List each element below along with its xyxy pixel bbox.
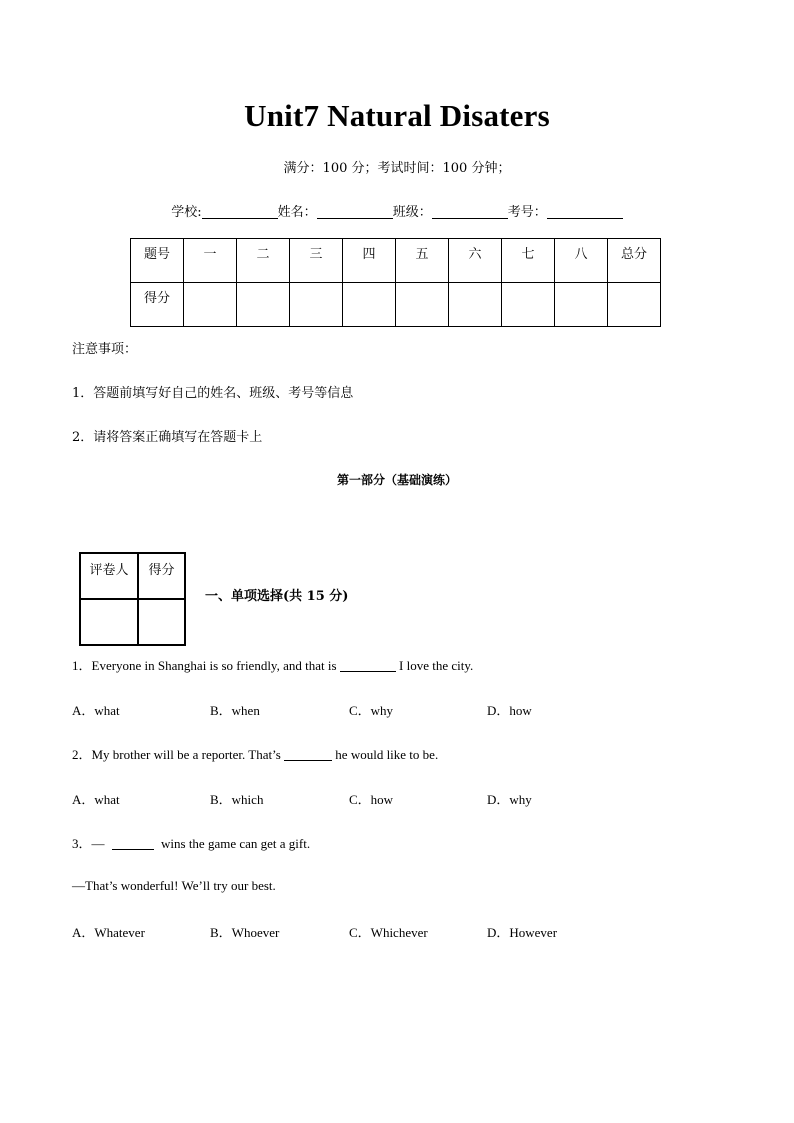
option[interactable]: A．Whatever [72, 925, 145, 940]
score-cell[interactable] [502, 283, 555, 327]
stem-text: 3．— [72, 836, 108, 851]
score-cell[interactable] [555, 283, 608, 327]
question-stem [72, 655, 473, 674]
answer-blank[interactable] [112, 837, 154, 850]
score-table-header-row [131, 239, 661, 283]
note-item: 2．请将答案正确填写在答题卡上 [72, 430, 263, 445]
option[interactable]: A．what [72, 703, 120, 718]
grader-cell[interactable] [80, 599, 138, 645]
score-header-cell: 六 [449, 239, 502, 283]
name-label: 姓名： [277, 205, 317, 220]
option[interactable]: C．Whichever [349, 925, 428, 940]
grader-score-cell[interactable] [138, 599, 185, 645]
stem-text: 2．My brother will be a reporter. That’s [72, 747, 285, 762]
note-item: 1．答题前填写好自己的姓名、班级、考号等信息 [72, 386, 354, 401]
option[interactable]: B．Whoever [210, 925, 280, 940]
name-blank[interactable] [317, 204, 393, 219]
stem-text: I love the city. [395, 658, 474, 673]
exam-meta: 满分：100 分；考试时间：100 分钟； [283, 161, 511, 176]
score-cell[interactable] [608, 283, 661, 327]
score-table [130, 238, 661, 327]
option[interactable]: A．what [72, 792, 120, 807]
score-cell[interactable] [290, 283, 343, 327]
score-header-cell: 总分 [608, 239, 661, 283]
grader-label: 评卷人 [80, 553, 138, 599]
notes-heading: 注意事项： [72, 342, 138, 357]
option[interactable]: D．how [487, 703, 532, 718]
document-title: Unit7 Natural Disaters [244, 98, 550, 133]
score-cell[interactable] [343, 283, 396, 327]
class-label: 班级： [392, 205, 432, 220]
option[interactable]: B．which [210, 792, 264, 807]
class-blank[interactable] [432, 204, 508, 219]
dialogue-reply: —That’s wonderful! We’ll try our best. [72, 878, 276, 893]
option[interactable]: D．However [487, 925, 558, 940]
score-header-cell: 七 [502, 239, 555, 283]
exam-no-blank[interactable] [547, 204, 623, 219]
question-stem [72, 833, 310, 852]
score-header-cell: 八 [555, 239, 608, 283]
school-blank[interactable] [202, 204, 278, 219]
score-header-cell: 二 [237, 239, 290, 283]
stem-text: he would like to be. [332, 747, 439, 762]
question-stem [72, 744, 438, 763]
part1-heading: 一、单项选择(共 15 分) [205, 589, 349, 604]
section-title: 第一部分（基础演练） [336, 473, 457, 487]
option[interactable]: C．how [349, 792, 394, 807]
exam-no-label: 考号： [507, 205, 547, 220]
answer-blank[interactable] [284, 748, 332, 761]
stem-text: wins the game can get a gift. [157, 836, 311, 851]
grader-score-label: 得分 [138, 553, 185, 599]
option[interactable]: C．why [349, 703, 394, 718]
score-header-cell: 三 [290, 239, 343, 283]
school-label: 学校: [171, 205, 202, 220]
score-cell[interactable] [237, 283, 290, 327]
stem-text: 1．Everyone in Shanghai is so friendly, and that is [72, 658, 340, 673]
option[interactable]: B．when [210, 703, 260, 718]
answer-blank[interactable] [340, 659, 396, 672]
score-cell[interactable] [449, 283, 502, 327]
score-cell[interactable] [184, 283, 237, 327]
score-header-cell: 五 [396, 239, 449, 283]
score-row-label: 得分 [131, 283, 184, 327]
score-header-cell: 一 [184, 239, 237, 283]
grader-box [79, 552, 186, 646]
option[interactable]: D．why [487, 792, 532, 807]
score-cell[interactable] [396, 283, 449, 327]
score-header-cell: 题号 [131, 239, 184, 283]
student-info-fields [0, 201, 794, 220]
score-table-score-row [131, 283, 661, 327]
score-header-cell: 四 [343, 239, 396, 283]
